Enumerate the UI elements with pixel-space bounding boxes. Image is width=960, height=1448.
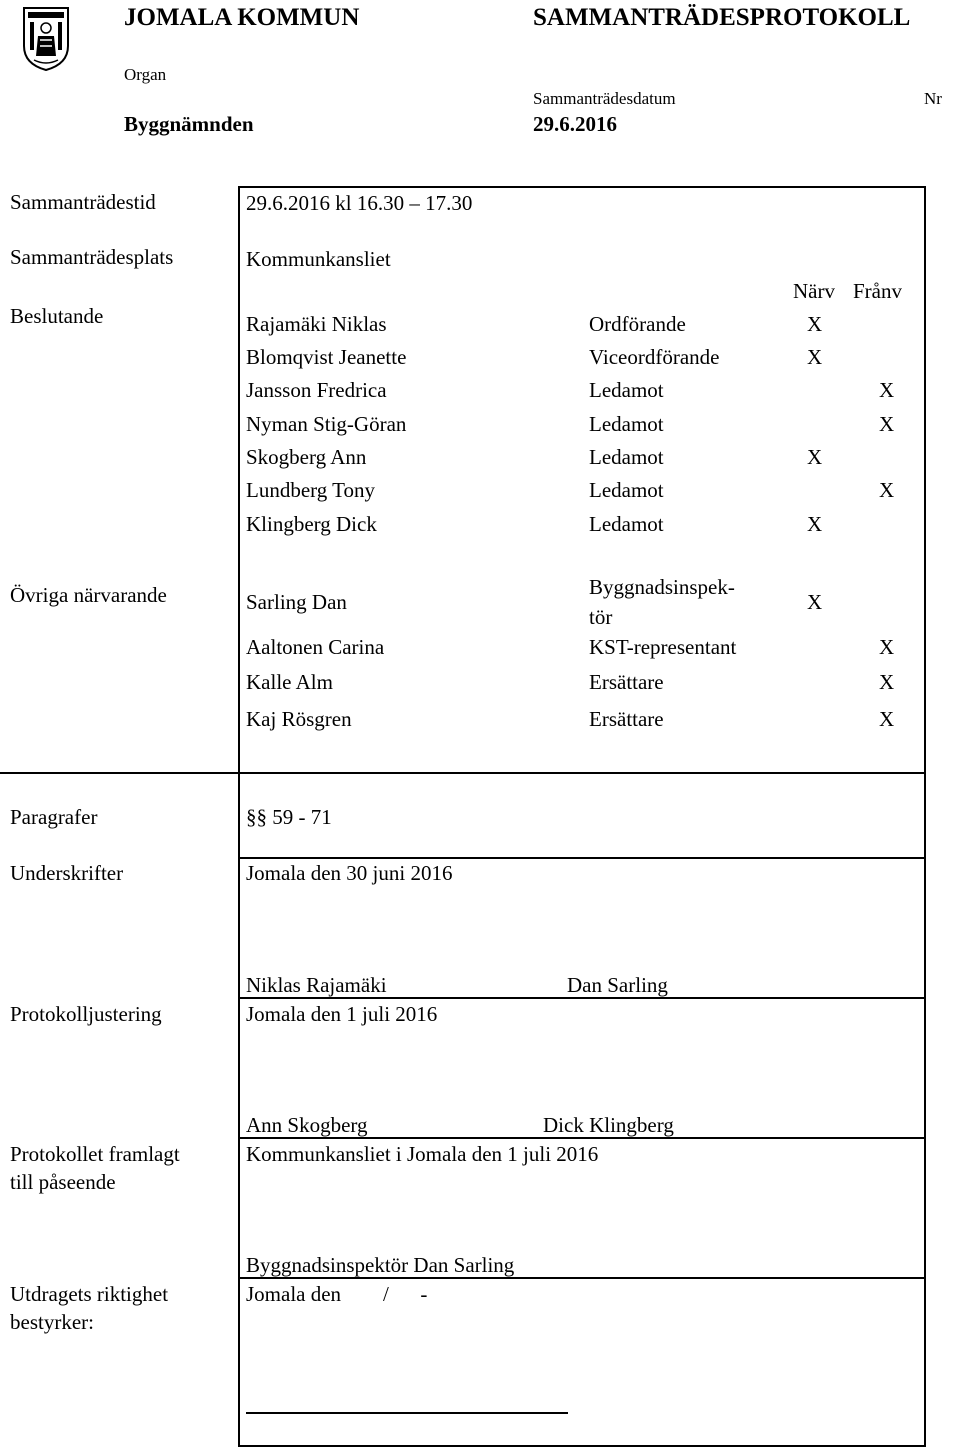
col-present-header: Närv — [793, 279, 835, 303]
member-name: Skogberg Ann — [246, 445, 367, 469]
municipality-seal-icon — [22, 6, 70, 72]
signature-line — [246, 1412, 568, 1414]
member-role: Ledamot — [589, 445, 664, 469]
excerpt-label-cont: bestyrker: — [10, 1310, 94, 1334]
other-name: Kalle Alm — [246, 670, 333, 694]
other-name: Sarling Dan — [246, 590, 347, 614]
member-absent-mark: X — [879, 378, 895, 402]
meeting-place: Kommunkansliet — [246, 247, 391, 271]
adjuster-1: Ann Skogberg — [246, 1113, 368, 1137]
adjuster-2: Dick Klingberg — [543, 1113, 674, 1137]
member-name: Rajamäki Niklas — [246, 312, 387, 336]
excerpt-label: Utdragets riktighet — [10, 1282, 169, 1306]
others-label: Övriga närvarande — [10, 583, 167, 607]
other-role: Byggnadsinspek- — [589, 575, 735, 599]
table-divider — [238, 857, 926, 859]
table-divider — [238, 186, 924, 188]
municipality-name: JOMALA KOMMUN — [124, 4, 360, 31]
member-role: Ledamot — [589, 512, 664, 536]
document-type: SAMMANTRÄDESPROTOKOLL — [533, 4, 911, 31]
adjustment-label: Protokolljustering — [10, 1002, 162, 1026]
col-absent-header: Frånv — [853, 279, 902, 303]
member-role: Ordförande — [589, 312, 686, 336]
signer-secretary: Dan Sarling — [567, 973, 668, 997]
member-present-mark: X — [807, 445, 823, 469]
member-present-mark: X — [807, 512, 823, 536]
member-name: Nyman Stig-Göran — [246, 412, 407, 436]
public-value: Kommunkansliet i Jomala den 1 juli 2016 — [246, 1142, 599, 1166]
meeting-time: 29.6.2016 kl 16.30 – 17.30 — [246, 191, 473, 215]
member-name: Blomqvist Jeanette — [246, 345, 407, 369]
other-absent-mark: X — [879, 670, 895, 694]
organ-value: Byggnämnden — [124, 112, 254, 136]
member-name: Lundberg Tony — [246, 478, 375, 502]
paragraphs-label: Paragrafer — [10, 805, 98, 829]
other-role: Ersättare — [589, 707, 664, 731]
member-present-mark: X — [807, 312, 823, 336]
other-absent-mark: X — [879, 707, 895, 731]
other-absent-mark: X — [879, 635, 895, 659]
date-label: Sammanträdesdatum — [533, 89, 676, 108]
public-signer: Byggnadsinspektör Dan Sarling — [246, 1253, 515, 1277]
table-divider — [0, 772, 926, 774]
other-present-mark: X — [807, 590, 823, 614]
other-role: Ersättare — [589, 670, 664, 694]
other-name: Kaj Rösgren — [246, 707, 352, 731]
meeting-place-label: Sammanträdesplats — [10, 245, 174, 269]
member-absent-mark: X — [879, 478, 895, 502]
member-role: Ledamot — [589, 378, 664, 402]
excerpt-value: Jomala den / - — [246, 1282, 428, 1306]
paragraphs-value: §§ 59 - 71 — [246, 805, 332, 829]
other-role-cont: tör — [589, 605, 613, 629]
meeting-time-label: Sammanträdestid — [10, 190, 156, 214]
table-divider — [238, 1445, 926, 1447]
member-present-mark: X — [807, 345, 823, 369]
public-label-cont: till påseende — [10, 1170, 116, 1194]
adjustment-place-date: Jomala den 1 juli 2016 — [246, 1002, 438, 1026]
table-divider — [924, 186, 926, 1446]
member-name: Klingberg Dick — [246, 512, 377, 536]
member-role: Ledamot — [589, 412, 664, 436]
table-divider — [238, 186, 240, 1446]
member-role: Ledamot — [589, 478, 664, 502]
signatures-place-date: Jomala den 30 juni 2016 — [246, 861, 453, 885]
signatures-label: Underskrifter — [10, 861, 124, 885]
other-name: Aaltonen Carina — [246, 635, 385, 659]
date-value: 29.6.2016 — [533, 112, 617, 136]
member-role: Viceordförande — [589, 345, 720, 369]
signer-chair: Niklas Rajamäki — [246, 973, 387, 997]
member-name: Jansson Fredrica — [246, 378, 387, 402]
organ-label: Organ — [124, 65, 167, 84]
nr-label: Nr — [924, 89, 942, 108]
deciding-label: Beslutande — [10, 304, 104, 328]
member-absent-mark: X — [879, 412, 895, 436]
public-label: Protokollet framlagt — [10, 1142, 180, 1166]
other-role: KST-representant — [589, 635, 737, 659]
